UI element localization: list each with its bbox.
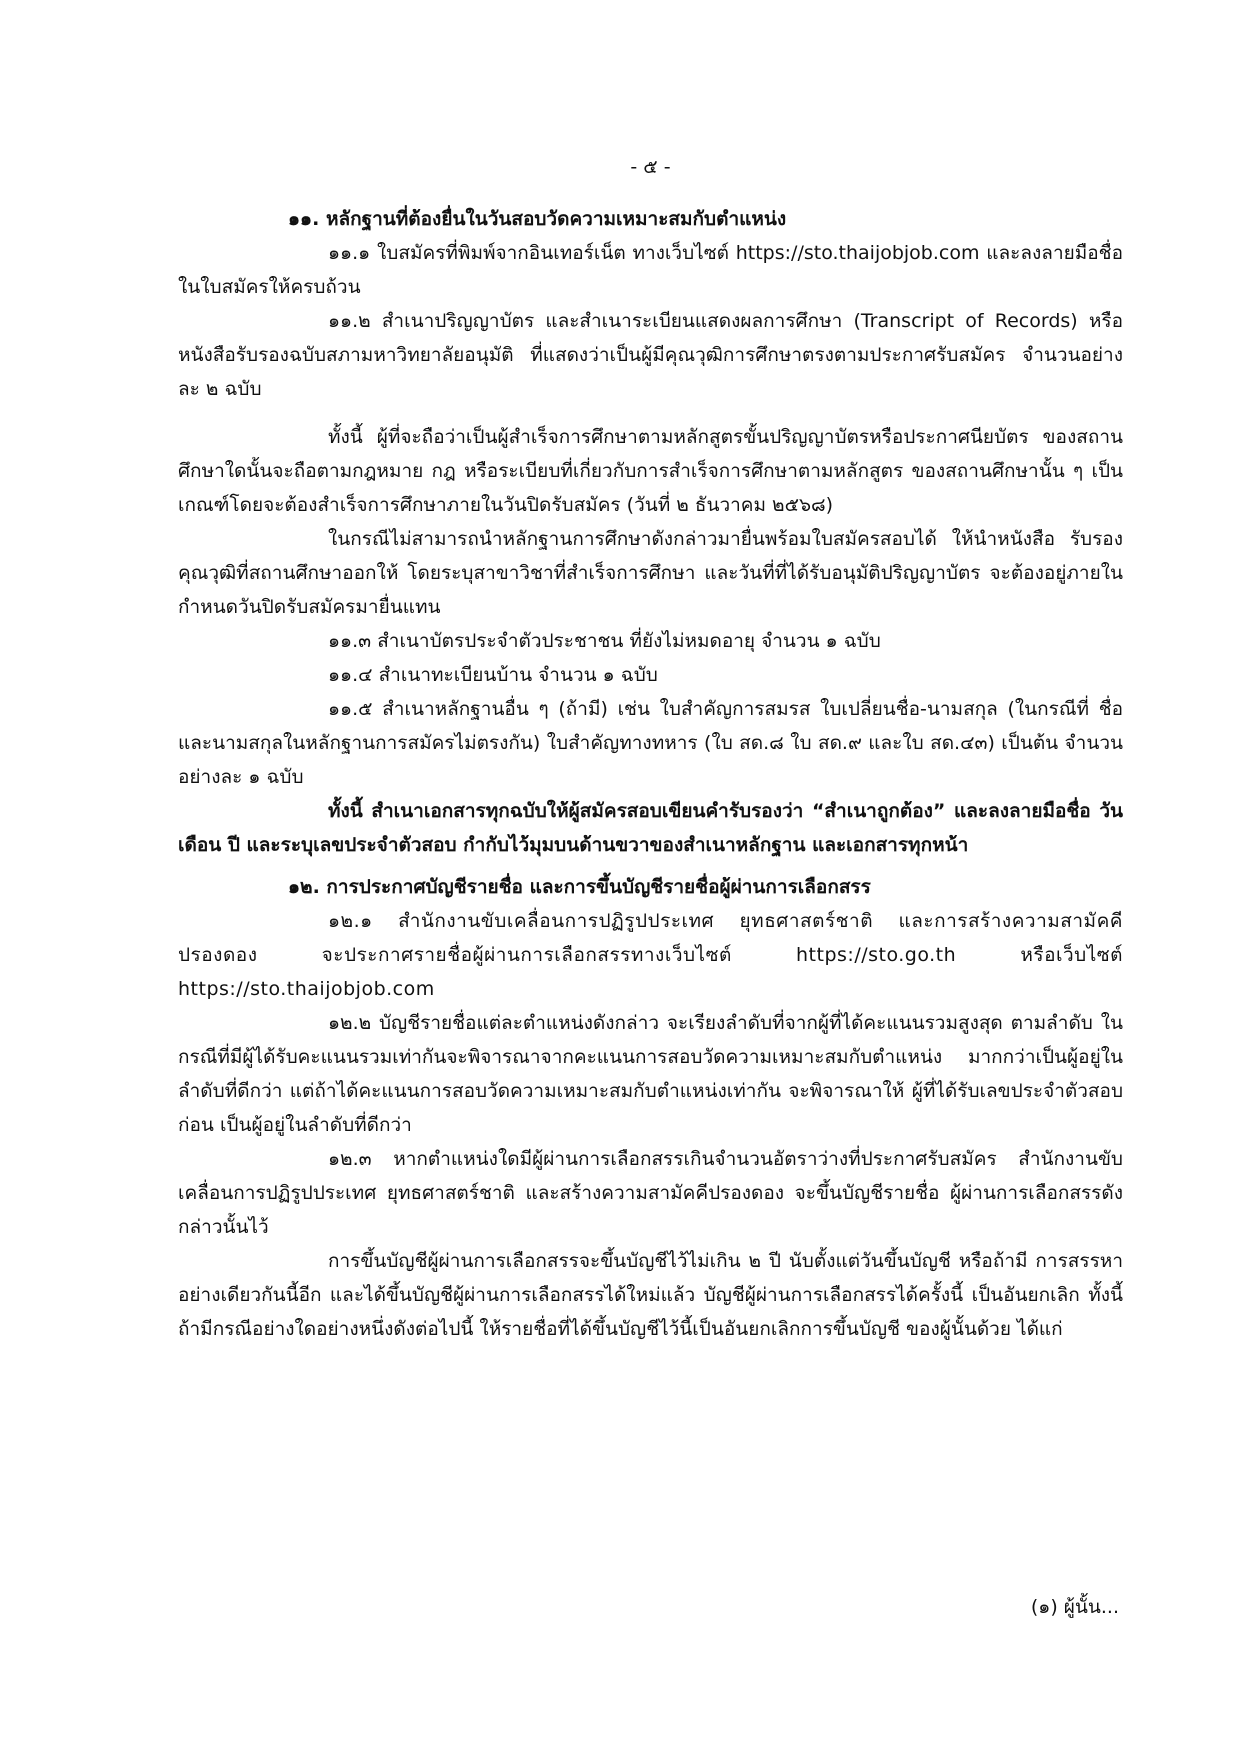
section-11-heading: ๑๑. หลักฐานที่ต้องยื่นในวันสอบวัดความเหมาะสมกับตำแหน่ง	[288, 208, 787, 230]
section-12-heading: ๑๒. การประกาศบัญชีรายชื่อ และการขึ้นบัญชีรายชื่อผู้ผ่านการเลือกสรร	[288, 876, 871, 898]
page-number: - ๕ -	[630, 156, 671, 178]
section-11-alternative-paragraph: ในกรณีไม่สามารถนำหลักฐานการศึกษาดังกล่าวมายื่นพร้อมใบสมัครสอบได้ ให้นำหนังสือ รับรองคุณวุฒิที่สถานศึกษาออกให้ โดยระบุสาขาวิชาที่สำเร็จการศึกษา และวันที่ที่ได้รับอนุมัติปริญญาบัตร จะต้องอยู่ภายในกำหนดวันปิดรับสมัครมายื่นแทน	[178, 528, 1123, 618]
section-11-certification-paragraph: ทั้งนี้ สำเนาเอกสารทุกฉบับให้ผู้สมัครสอบเขียนคำรับรองว่า “สำเนาถูกต้อง” และลงลายมือชื่อ วัน เดือน ปี และระบุเลขประจำตัวสอบ กำกับไว้มุมบนด้านขวาของสำเนาหลักฐาน และเอกสารทุกหน้า	[178, 800, 1123, 856]
section-11-note-paragraph: ทั้งนี้ ผู้ที่จะถือว่าเป็นผู้สำเร็จการศึกษาตามหลักสูตรขั้นปริญญาบัตรหรือประกาศนียบัตร ของสถานศึกษาใดนั้นจะถือตามกฎหมาย กฎ หรือระเบียบที่เกี่ยวกับการสำเร็จการศึกษาตามหลักสูตร ของสถานศึกษานั้น ๆ เป็นเกณฑ์โดยจะต้องสำเร็จการศึกษาภายในวันปิดรับสมัคร (วันที่ ๒ ธันวาคม ๒๕๖๘)	[178, 426, 1123, 516]
section-11-2-paragraph: ๑๑.๒ สำเนาปริญญาบัตร และสำเนาระเบียนแสดงผลการศึกษา (Transcript of Records) หรือหนังสือรับรองฉบับสภามหาวิทยาลัยอนุมัติ ที่แสดงว่าเป็นผู้มีคุณวุฒิการศึกษาตรงตามประกาศรับสมัคร จำนวนอย่างละ ๒ ฉบับ	[178, 310, 1123, 400]
section-11-3-paragraph: ๑๑.๓ สำเนาบัตรประจำตัวประชาชน ที่ยังไม่หมดอายุ จำนวน ๑ ฉบับ	[328, 630, 881, 652]
section-12-list-validity-paragraph: การขึ้นบัญชีผู้ผ่านการเลือกสรรจะขึ้นบัญชีไว้ไม่เกิน ๒ ปี นับตั้งแต่วันขึ้นบัญชี หรือถ้ามี การสรรหาอย่างเดียวกันนี้อีก และได้ขึ้นบัญชีผู้ผ่านการเลือกสรรได้ใหม่แล้ว บัญชีผู้ผ่านการเลือกสรรได้ครั้งนี้ เป็นอันยกเลิก ทั้งนี้ ถ้ามีกรณีอย่างใดอย่างหนึ่งดังต่อไปนี้ ให้รายชื่อที่ได้ขึ้นบัญชีไว้นี้เป็นอันยกเลิกการขึ้นบัญชี ของผู้นั้นด้วย ได้แก่	[178, 1250, 1123, 1340]
document-page	[178, 150, 1123, 1346]
section-11-1-paragraph: ๑๑.๑ ใบสมัครที่พิมพ์จากอินเทอร์เน็ต ทางเว็บไซต์ https://sto.thaijobjob.com และลงลายมือชื่อในใบสมัครให้ครบถ้วน	[178, 242, 1123, 298]
continuation-marker: (๑) ผู้นั้น...	[1030, 1596, 1119, 1618]
section-12-1-paragraph: ๑๒.๑ สำนักงานขับเคลื่อนการปฏิรูปประเทศ ยุทธศาสตร์ชาติ และการสร้างความสามัคคี ปรองดอง จะประกาศรายชื่อผู้ผ่านการเลือกสรรทางเว็บไซต์ https://sto.go.th หรือเว็บไซต์ https://sto.thaijobjob.com	[178, 910, 1123, 1000]
section-12-2-paragraph: ๑๒.๒ บัญชีรายชื่อแต่ละตำแหน่งดังกล่าว จะเรียงลำดับที่จากผู้ที่ได้คะแนนรวมสูงสุด ตามลำดับ ในกรณีที่มีผู้ได้รับคะแนนรวมเท่ากันจะพิจารณาจากคะแนนการสอบวัดความเหมาะสมกับตำแหน่ง มากกว่าเป็นผู้อยู่ในลำดับที่ดีกว่า แต่ถ้าได้คะแนนการสอบวัดความเหมาะสมกับตำแหน่งเท่ากัน จะพิจารณาให้ ผู้ที่ได้รับเลขประจำตัวสอบก่อน เป็นผู้อยู่ในลำดับที่ดีกว่า	[178, 1012, 1123, 1136]
section-11-5-paragraph: ๑๑.๕ สำเนาหลักฐานอื่น ๆ (ถ้ามี) เช่น ใบสำคัญการสมรส ใบเปลี่ยนชื่อ-นามสกุล (ในกรณีที่ ชื่อและนามสกุลในหลักฐานการสมัครไม่ตรงกัน) ใบสำคัญทางทหาร (ใบ สด.๘ ใบ สด.๙ และใบ สด.๔๓) เป็นต้น จำนวนอย่างละ ๑ ฉบับ	[178, 698, 1123, 788]
section-12-3-paragraph: ๑๒.๓ หากตำแหน่งใดมีผู้ผ่านการเลือกสรรเกินจำนวนอัตราว่างที่ประกาศรับสมัคร สำนักงานขับเคลื่อนการปฏิรูปประเทศ ยุทธศาสตร์ชาติ และสร้างความสามัคคีปรองดอง จะขึ้นบัญชีรายชื่อ ผู้ผ่านการเลือกสรรดังกล่าวนั้นไว้	[178, 1148, 1123, 1238]
section-11-4-paragraph: ๑๑.๔ สำเนาทะเบียนบ้าน จำนวน ๑ ฉบับ	[328, 664, 658, 686]
